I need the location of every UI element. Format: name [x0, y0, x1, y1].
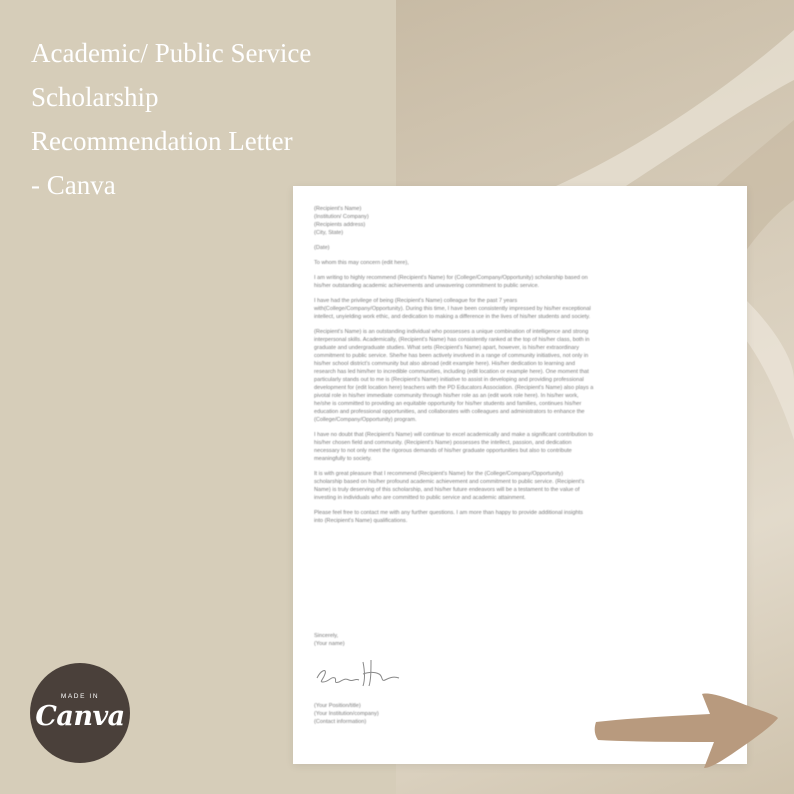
letter-date: (Date)	[314, 245, 330, 251]
title-line-4: - Canva	[31, 170, 116, 200]
address-line: (Recipient's Name)	[314, 206, 362, 212]
letter-paragraph	[314, 509, 726, 525]
signature-image	[313, 656, 403, 690]
paragraph-line: interpersonal skills. Academically, (Recipient's Name) has consistently ranked at the top of his/her class, both in	[314, 337, 590, 343]
badge-small-text: MADE IN	[60, 693, 100, 700]
paragraph-line: commitment to public service. She/he has been actively involved in a range of community initiatives, not only in	[314, 353, 589, 359]
title-line-3: Recommendation Letter	[31, 126, 293, 156]
paragraph-line: research has led him/her to incredible communities, including (edit location or example here). One moment that	[314, 369, 589, 375]
signoff-line: (Your Institution/company)	[314, 711, 379, 717]
letter-preview	[293, 186, 747, 764]
paragraph-line: his/her chosen field and community. (Recipient's Name) possesses the intellect, passion, and dedication	[314, 440, 572, 446]
closing-line: (Your name)	[314, 641, 345, 647]
paragraph-line: Please feel free to contact me with any further questions. I am more than happy to provide additional insights	[314, 510, 583, 516]
closing-line: Sincerely,	[314, 633, 339, 639]
address-line: (City, State)	[314, 230, 344, 236]
letter-paragraph	[314, 297, 726, 321]
paragraph-line: into (Recipient's Name) qualifications.	[314, 518, 408, 524]
paragraph-line: I have had the privilege of being (Recipient's Name) colleague for the past 7 years	[314, 298, 518, 304]
paragraph-line: his/her outstanding academic achievements and unwavering commitment to public service.	[314, 283, 540, 289]
paragraph-line: Name) is truly deserving of this scholarship, and his/her future endeavors will be a testament to the value of	[314, 487, 580, 493]
paragraph-line: (Recipient's Name) is an outstanding individual who possesses a unique combination of intelligence and strong	[314, 329, 589, 335]
paragraph-line: It is with great pleasure that I recommend (Recipient's Name) for the (College/Company/Opportunity)	[314, 471, 564, 477]
paragraph-line: (College/Company/Opportunity) program.	[314, 417, 417, 423]
signoff-line: (Contact information)	[314, 719, 367, 725]
paragraph-line: scholarship based on his/her profound academic achievement and commitment to public service. (Recipient's	[314, 479, 585, 485]
paragraph-line: with(College/Company/Opportunity). During this time, I have been consistently impressed by his/her exceptional	[314, 306, 591, 312]
title-line-1: Academic/ Public Service	[31, 38, 312, 68]
letter-signoff	[314, 702, 514, 726]
paragraph-line: education and professional opportunities, and collaborates with colleagues and administrators to enhance the	[314, 409, 585, 415]
paragraph-line: particularly stands out to me is (Recipient's Name) initiative to assist in developing and providing professional	[314, 377, 584, 383]
letter-address	[314, 205, 726, 237]
letter-paragraph	[314, 470, 726, 502]
letter-closing	[314, 632, 514, 648]
paragraph-line: I am writing to highly recommend (Recipient's Name) for (College/Company/Opportunity) scholarship based on	[314, 275, 588, 281]
paragraph-line: intellect, unyielding work ethic, and dedication to making a difference in the lives of his/her students and society.	[314, 314, 591, 320]
paragraph-line: he/she is committed to providing an equitable opportunity for his/her students and families, continues his/her	[314, 401, 582, 407]
paragraph-line: pivotal role in his/her immediate community through his/her role as an (edit work role here). In his/her work,	[314, 393, 579, 399]
paragraph-line: I have no doubt that (Recipient's Name) will continue to excel academically and make a significant contribution to	[314, 432, 594, 438]
product-title	[31, 31, 391, 207]
paragraph-line: graduate and undergraduate studies. What sets (Recipient's Name) apart, however, is his/her extraordinary	[314, 345, 580, 351]
paragraph-line: investing in individuals who are committed to public service and academic attainment.	[314, 495, 526, 501]
paragraph-line: his/her school district's community but also abroad (edit example here). His/her dedication to learning and	[314, 361, 575, 367]
paragraph-line: development for (edit location here) teachers with the PD Educators Association. (Recipient's Name) also plays a	[314, 385, 594, 391]
letter-paragraphs	[314, 274, 726, 525]
signoff-line: (Your Position/title)	[314, 703, 361, 709]
letter-paragraph	[314, 328, 726, 424]
address-line: (Recipients address)	[314, 222, 366, 228]
letter-paragraph	[314, 431, 726, 463]
letter-paragraph	[314, 274, 726, 290]
address-line: (Institution/ Company)	[314, 214, 369, 220]
paragraph-line: meaningfully to society.	[314, 456, 372, 462]
arrow-icon	[592, 688, 782, 770]
title-line-2: Scholarship	[31, 82, 159, 112]
paragraph-line: necessary to not only meet the rigorous demands of his/her graduate opportunities but also to contribute	[314, 448, 572, 454]
letter-body	[314, 205, 726, 532]
canva-logo: Canva	[35, 701, 125, 732]
made-in-canva-badge	[30, 663, 130, 763]
letter-salutation: To whom this may concern (edit here),	[314, 260, 409, 266]
